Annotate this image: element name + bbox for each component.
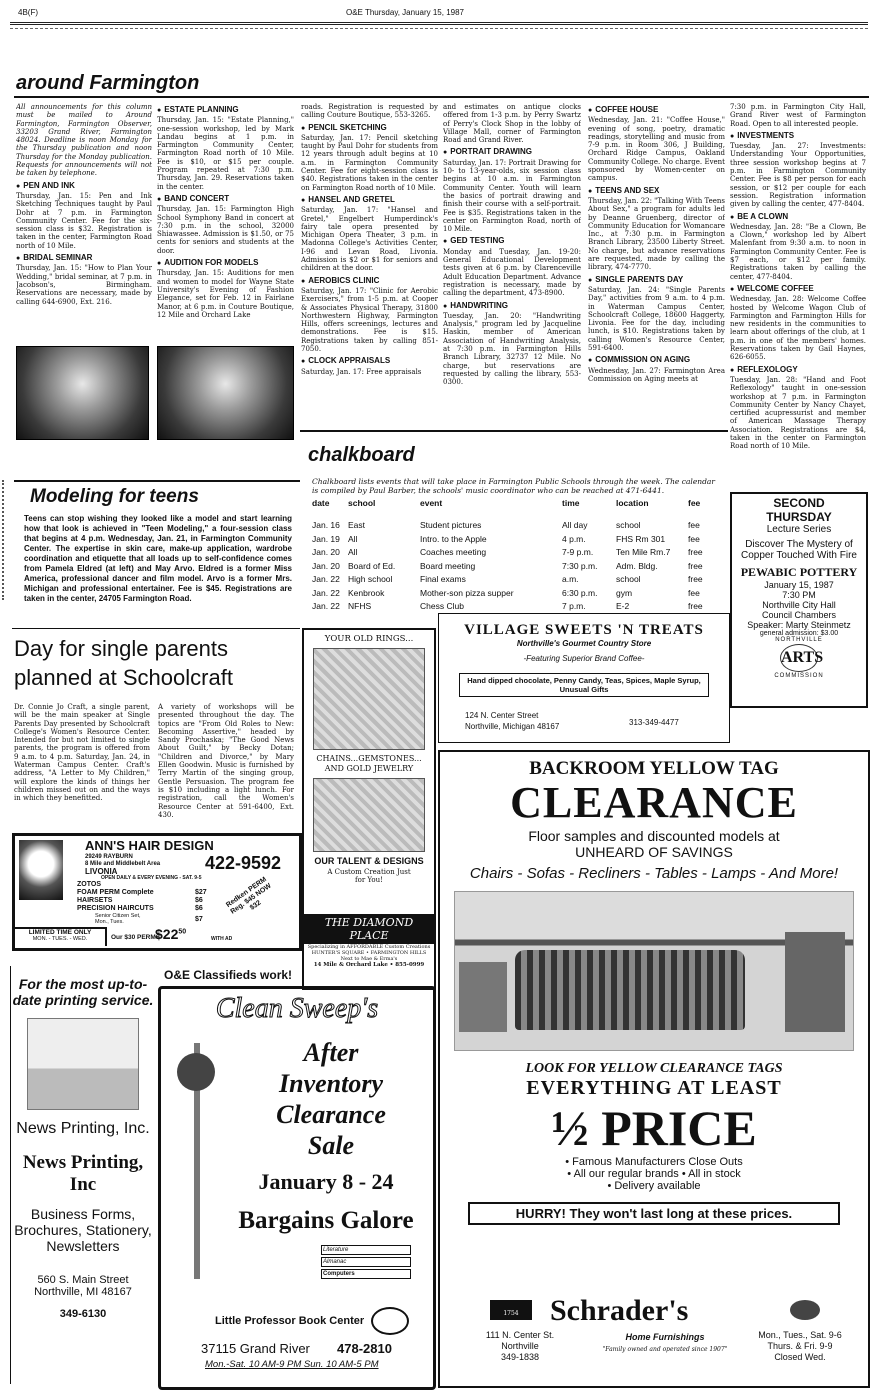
anns-city: LIVONIA (85, 867, 118, 876)
news-printing-ad (10, 966, 155, 1384)
clean-sweep-script: Clean Sweep's (215, 993, 379, 1024)
after: After (303, 1038, 359, 1067)
lecture-speaker: Speaker: Marty Steinmetz (747, 620, 851, 630)
anns-hours: OPEN DAILY & EVERY EVENING - SAT. 9-5 (101, 875, 202, 881)
foam-perm-price: $27 (195, 889, 207, 896)
table-cell: All (348, 533, 358, 544)
item-text: Saturday, Jan. 17: Free appraisals (301, 367, 422, 376)
item-heading: ● BE A CLOWN (730, 213, 866, 222)
table-row (312, 601, 722, 612)
chains-illustration (313, 778, 425, 852)
clearance: Clearance (276, 1100, 386, 1129)
modeling-body: Teens can stop wishing they looked like a model and start learning how that look is achieved in "Teen Modeling," a four-session class that begins at 4 p.m. Wednesday, Jan. 21, in Farmington Community Center. The expertise in skin care, make-up application, wardrobe coordination and etiquette that all loads up to self-confidence comes from Pamela Eldred (at left) and May Arvo. Eldred is a former Miss America, professional dancer and film model. Arvo is a former Mrs. Michigan and professional entertainer. Fee is $45. Registrations are taken in the center, 24705 Farmington Road. (24, 514, 292, 603)
photo-pamela-eldred (16, 346, 149, 440)
item-text: Tuesday, Jan. 27: Investments: Understanding Your Opportunities, three session workshop begins at 7 p.m. in Farmington Community Center. Fee is $8 per person for each session, or $12 per couple for each session. Registration information given by calling the center, 477-8404. (730, 142, 866, 209)
header-rule (10, 22, 868, 25)
perm-price-dollars: $22 (155, 926, 179, 942)
foam-perm: FOAM PERM Complete (77, 889, 154, 896)
around-col-3 (301, 103, 438, 418)
table-row (312, 534, 722, 545)
item-text: Thursday, Jan. 15: "Estate Planning," one-session workshop, led by Mark Landau begins at 1 p.m. in Farmington Community Center, Farmington Road north of 10 Mile. Fee is $10, or $15 per couple. Program repeated at 7:30 p.m. Thursday, Jan. 29. Reservations taken in the center. (157, 116, 294, 191)
table-cell: Jan. 22 (312, 601, 340, 611)
lecture-admission: general admission: $3.00 (759, 630, 839, 637)
schraders-hours (740, 1330, 860, 1363)
second-thursday-line2: THURSDAY (766, 510, 832, 524)
hair-model-drawing (19, 840, 63, 900)
news-printing-name-1: News Printing, Inc. (16, 1120, 150, 1137)
chalkboard-title: chalkboard (308, 444, 415, 466)
item-text: Saturday, Jan. 17: Pencil sketching taught by Paul Dohr for students from 12 years through adult begins at 10 a.m. in Farmington Community Center. Fee for eight-session class is $40. Registrations taken in the center on Farmington Road north of 10 Mile. (301, 133, 438, 192)
table-cell: event (420, 498, 443, 508)
our-perms: Our $30 PERMS (111, 934, 161, 941)
schraders-address (470, 1330, 570, 1363)
page-number: 4B(F) (18, 8, 38, 17)
end-table-lamp (785, 932, 845, 1032)
around-farmington-title: around Farmington (16, 72, 200, 94)
table-cell: Board of Ed. (348, 560, 396, 571)
edge-dots (2, 480, 4, 600)
single-parents-col-2: A variety of workshops will be presented throughout the day. The topics are "From Old Roles to New: Becoming Assertive," headed by Sandy Prochaska; "The Good News About Guilt," by Becky Dotan; "Children and Divorce," by Mary Ellen Goodwin. Music is furnished by Terry Martin of the singing group, Gentle Persuasion. The program fee is $10 including a light lunch. For registration, call the Women's Resource Center at 591-6400, Ext. 430. (158, 703, 294, 819)
village-sweets-name: VILLAGE SWEETS 'N TREATS (464, 622, 704, 638)
table-cell: school (616, 574, 641, 584)
item-text: Saturday, Jan. 24: "Single Parents Day," activities from 9 a.m. to 4 p.m. in Waterman Campus Center, Schoolcraft College, 18600 Haggerty, Livonia. Fee for the day, including lunch, is $10. Registrations taken by calling Women's Resource Center, 591-6400. (588, 285, 725, 353)
old-rings: YOUR OLD RINGS... (324, 634, 414, 644)
item-heading: ● HANSEL AND GRETEL (301, 196, 438, 205)
anns-area: 8 Mile and Middlebelt Area (85, 861, 161, 867)
diamond-location: HUNTER'S SQUARE • FARMINGTON HILLS (311, 950, 427, 956)
lecture-series: Lecture Series (766, 524, 832, 535)
diamond-landmark: Next to Mae & Erma's (340, 956, 398, 962)
half-price: ½ PRICE (551, 1100, 757, 1156)
bargains-galore: Bargains Galore (238, 1207, 414, 1234)
item-heading: ● PORTRAIT DRAWING (443, 148, 581, 157)
character-head (177, 1053, 215, 1091)
senior-price: $7 (195, 916, 203, 923)
mystery-tagline: Discover The Mystery of Copper Touched With Fire (741, 539, 857, 561)
item-text: Thursday, Jan. 15: Farmington High School Symphony Band in concert at 7:30 p.m. in the school, 32000 Shiawassee. Admission is $1.50, or 75 cents for seniors and students at the door. (157, 205, 294, 255)
news-printing-name-2: News Printing, Inc (22, 1152, 144, 1195)
item-text: 7:30 p.m. in Farmington City Hall, Grand River west of Farmington Road. Open to all interested people. (730, 103, 866, 128)
news-printing-tagline: For the most up-to-date printing service. (12, 976, 154, 1008)
table-cell: Jan. 19 (312, 533, 340, 544)
around-col-1 (16, 103, 152, 343)
item-heading: ● GED TESTING (443, 237, 581, 246)
table-cell: FHS Rm 301 (616, 533, 666, 544)
lecture-date: January 15, 1987 (764, 580, 834, 590)
photo-may-arvo (157, 346, 294, 440)
anns-address: 29249 RAYBURN (85, 854, 133, 860)
item-text: Wednesday, Jan. 21: "Coffee House," evening of song, poetry, dramatic readings, storytelling and music from 7-9 p.m. in Room 306, J Building, Orchard Ridge Campus, Oakland Community College. No charge. Event sponsored by Women-center on campus. (588, 116, 725, 183)
book-almanac: Almanac (321, 1257, 411, 1267)
diamond-specializing: Specializing in AFFORDABLE Custom Creations (307, 944, 431, 950)
village-sweets-feature: -Featuring Superior Brand Coffee- (523, 654, 645, 663)
table-cell: school (616, 520, 641, 530)
village-sweets-items: Hand dipped chocolate, Penny Candy, Teas, Spices, Maple Syrup, Unusual Gifts (459, 673, 709, 697)
around-rule (14, 96, 869, 98)
perm-price-cents: 50 (178, 928, 187, 936)
anns-phone: 422-9592 (205, 853, 282, 873)
clean-sweep-phone: 478-2810 (337, 1341, 392, 1356)
perm-special-price (155, 926, 186, 942)
item-text: Tuesday, Jan. 28: "Hand and Foot Reflexology" taught in one-session workshop at 7 p.m. in Farmington Community Center by Nancy Chayet, certified acupressurist and member of American Massage Therapy Association. Registrations are $4, taken in the center on Farmington Road north of 10 Mile. (730, 375, 866, 451)
table-cell: NFHS (348, 601, 372, 611)
single-parents-rule (12, 628, 300, 629)
table-cell: Final exams (420, 574, 466, 584)
sealy-badge (790, 1300, 820, 1320)
table-cell: Jan. 20 (312, 547, 340, 557)
sofa-shape (515, 950, 745, 1030)
side-table (459, 962, 507, 1032)
item-heading: ● SINGLE PARENTS DAY (588, 276, 725, 285)
inventory: Inventory (279, 1069, 383, 1098)
item-text: Saturday, Jan. 17: "Hansel and Gretel," Engelbert Humperdinck's fairy tale opera presented by Michigan Opera Theater, 3 p.m. in Madonna College's Activities Center, I-96 and Levan Road, Livonia. Admission is $2 or $1 for seniors and children at the door. (301, 206, 438, 273)
clean-sweep-hours: Mon.-Sat. 10 AM-9 PM Sun. 10 AM-5 PM (205, 1359, 379, 1370)
hours-closed: Closed Wed. (774, 1352, 826, 1362)
item-heading: ● REFLEXOLOGY (730, 366, 866, 375)
with-ad: WITH AD (211, 936, 233, 942)
schraders-name: Schrader's (550, 1294, 689, 1327)
news-printing-phone: 349-6130 (59, 1308, 107, 1320)
item-heading: ● COFFEE HOUSE (588, 106, 725, 115)
table-cell: free (688, 574, 703, 584)
table-cell: date (312, 498, 330, 508)
table-row (312, 588, 722, 599)
table-cell: 7 p.m. (562, 601, 586, 611)
haircuts: PRECISION HAIRCUTS (77, 905, 154, 912)
table-row (312, 547, 722, 558)
senior-set: Senior Citizen Set, (95, 913, 141, 919)
around-col-2 (157, 103, 294, 343)
look-for-tags: LOOK FOR YELLOW CLEARANCE TAGS (525, 1061, 783, 1076)
book-stack (321, 1245, 411, 1307)
logo-commission: COMMISSION (774, 673, 824, 679)
single-parents-col-1: Dr. Connie Jo Craft, a single parent, will be the main speaker at Single Parents Day presented by Schoolcraft College's Women's Resource Center. Intended for but not limited to single parents, the program is offered from 9 a.m. to 4 p.m. Saturday, Jan. 24, in Waterman Campus Center. Craft's address, "A Letter to My Children," will explore the kinds of things her children missed out on and the ways in which they benefitted. (14, 703, 150, 803)
table-cell: East (348, 520, 366, 530)
paper-date: O&E Thursday, January 15, 1987 (346, 8, 464, 17)
sale: Sale (307, 1131, 355, 1160)
header-dotted-rule (10, 28, 868, 29)
family-owned: "Family owned and operated since 1907" (602, 1346, 728, 1353)
table-cell: fee (688, 520, 700, 530)
item-text: Wednesday, Jan. 27: Farmington Area Commission on Aging meets at (588, 366, 725, 383)
table-cell: Chess Club (420, 601, 464, 611)
schraders-street: 111 N. Center St. (485, 1330, 555, 1340)
bullet-brands: • All our regular brands • All in stock (567, 1168, 741, 1180)
table-cell: Coaches meeting (420, 547, 487, 557)
table-cell: 4 p.m. (562, 533, 586, 544)
table-row (312, 520, 722, 531)
floor-samples: Floor samples and discounted models at (528, 828, 780, 844)
senior-days: Mon., Tues. (95, 919, 124, 925)
item-heading: ● ESTATE PLANNING (157, 106, 294, 115)
chalkboard-rule (300, 430, 728, 432)
chalkboard-intro: Chalkboard lists events that will take place in Farmington Public Schools through the week. The calendar is compiled by Paul Barber, the schools' music coordinator who can be reached at 471-6441. (312, 477, 715, 495)
village-sweets-phone: 313-349-4477 (629, 718, 679, 727)
redken-sticker (221, 873, 291, 939)
item-heading: ● AUDITION FOR MODELS (157, 259, 294, 268)
rings-illustration (313, 648, 425, 750)
table-cell: Adm. Bldg. (616, 560, 658, 571)
hours-thu-fri: Thurs. & Fri. 9-9 (767, 1341, 833, 1351)
book-literature: Literature (321, 1245, 411, 1255)
table-cell: Jan. 20 (312, 560, 340, 571)
table-cell: Student pictures (420, 520, 482, 530)
table-cell: fee (688, 498, 701, 508)
little-professor-name: Little Professor Book Center (215, 1315, 365, 1327)
table-cell: a.m. (562, 574, 579, 584)
around-col-6 (730, 103, 866, 488)
item-heading: ● CLOCK APPRAISALS (301, 357, 438, 366)
item-text: Thursday, Jan. 15: "How to Plan Your Wedding," bridal seminar, at 7 p.m. in Jacobson's, Birmingham. Reservations are necessary, made by calling 644-6900, Ext. 216. (16, 264, 152, 306)
sale-dates: January 8 - 24 (258, 1169, 394, 1194)
table-cell: location (616, 498, 649, 508)
table-cell: Board meeting (420, 560, 476, 571)
table-cell: Jan. 22 (312, 587, 340, 598)
northville-arts-logo (732, 637, 866, 687)
item-text: Wednesday, Jan. 28: Welcome Coffee hosted by Welcome Wagon Club of Farmington and Farmington Hills for new residents in the communities to learn about offerings of the club, at 1 p.m. in one of the members' homes. Reservations taken by Gail Haynes, 626-6055. (730, 295, 866, 362)
village-sweets-ad (438, 613, 730, 743)
home-furnishings: Home Furnishings (625, 1332, 705, 1342)
lecture-time: 7:30 PM (782, 590, 816, 600)
around-col-4 (443, 103, 581, 418)
item-text: Thursday, Jan. 15: Pen and Ink Sketching Techniques taught by Paul Dohr at 7 p.m. in Farmington Community Center. Fee for the six-session class is $32. Registration is taken in the center, Farmington Road north of 10 Mile. (16, 191, 152, 250)
haircuts-price: $6 (195, 905, 203, 912)
chains-gemstones: CHAINS...GEMSTONES... AND GOLD JEWELRY (316, 754, 422, 773)
table-cell: 7:30 p.m. (562, 560, 598, 571)
everything-at-least: EVERYTHING AT LEAST (526, 1077, 782, 1099)
zotos-brand: ZOTOS (77, 881, 101, 888)
table-cell: Intro. to the Apple (420, 533, 487, 544)
schraders-phone: 349-1838 (500, 1352, 540, 1362)
clearance-headline: CLEARANCE (510, 778, 798, 827)
schraders-est: 1754 (503, 1310, 519, 1317)
table-cell: fee (688, 533, 700, 544)
item-text: and estimates on antique clocks offered from 1-3 p.m. by Perry Swartz of Perry's Clock Shop in the lobby of Village Mall, corner of Farmington Road and Grand River. (443, 103, 581, 145)
modeling-rule (14, 480, 300, 482)
item-text: Tuesday, Jan. 20: "Handwriting Analysis," program led by Jacqueline Haskin, member of American Association of Handwriting Analysis, at 7:30 p.m. in Farmington Hills Branch Library, 32737 12 Mile. No charge, but reservations are requested by calling the library, 553-0300. (443, 311, 581, 387)
our-talent: OUR TALENT & DESIGNS (314, 856, 424, 866)
hours-mon-sat: Mon., Tues., Sat. 9-6 (758, 1330, 842, 1340)
hurry-banner: HURRY! They won't last long at these prices. (468, 1202, 840, 1225)
logo-arts: ARTS (780, 644, 818, 672)
table-row (312, 574, 722, 585)
table-cell: Jan. 22 (312, 574, 340, 584)
table-row (312, 561, 722, 572)
broom-character (167, 1043, 227, 1279)
item-heading: ● INVESTMENTS (730, 132, 866, 141)
table-cell: 7-9 p.m. (562, 547, 594, 557)
table-cell: Jan. 16 (312, 520, 340, 530)
classifieds-label: O&E Classifieds work! (164, 968, 293, 982)
table-cell: All day (562, 520, 588, 530)
table-cell: 6:30 p.m. (562, 587, 598, 598)
limited-box (15, 927, 107, 946)
logo-northville: NORTHVILLE (775, 637, 823, 643)
table-cell: free (688, 560, 703, 571)
diamond-place-name: THE DIAMOND PLACE (304, 914, 434, 944)
table-cell: fee (688, 587, 700, 598)
second-thursday-ad (730, 492, 868, 708)
table-cell: free (688, 601, 703, 611)
table-cell: free (688, 547, 703, 557)
redken-sticker-text: Redken PERM Reg. $45 NOW $32 (225, 876, 273, 916)
typewriter-illustration (27, 1018, 139, 1110)
item-text: roads. Registration is requested by calling Couture Boutique, 553-3265. (301, 103, 438, 120)
item-heading: ● BAND CONCERT (157, 195, 294, 204)
village-sweets-sub: Northville's Gourmet Country Store (516, 639, 652, 648)
table-cell: Kenbrook (348, 587, 385, 598)
lecture-room: Council Chambers (761, 610, 837, 620)
lecture-place: Northville City Hall (762, 600, 836, 610)
sofa-illustration (454, 891, 854, 1051)
table-cell: E-2 (616, 601, 630, 611)
after-inventory-sale (231, 1037, 431, 1161)
schraders-clearance-ad (438, 750, 870, 1388)
item-text: Thursday, Jan. 22: "Talking With Teens About Sex," a program for adults led by Deanne Gruenberg, director of Community Education for Womancare Inc., at 7:30 p.m. in Farmington Branch Library, 23500 Liberty Street. No charge, but advance reservations are requested, made by calling the library, 474-7770. (588, 196, 725, 272)
anns-hair-ad (12, 833, 302, 951)
table-cell: school (348, 498, 376, 508)
table-header-row (312, 498, 722, 509)
item-text: Monday and Tuesday, Jan. 19-20: General Educational Development tests given at 6 p.m. by Clarenceville Adult Education Department. Advance registration is necessary, made by calling the department, 473-8900. (443, 247, 581, 298)
table-cell: Mother-son pizza supper (420, 587, 514, 598)
hairsets: HAIRSETS (77, 897, 113, 904)
anns-name: ANN'S HAIR DESIGN (85, 838, 214, 853)
schraders-emblem (490, 1300, 532, 1320)
clean-sweep-address: 37115 Grand River (201, 1341, 310, 1356)
news-printing-address: 560 S. Main Street (37, 1274, 129, 1286)
item-heading: ● TEENS AND SEX (588, 187, 725, 196)
modeling-title: Modeling for teens (30, 486, 199, 507)
item-heading: ● PEN AND INK (16, 182, 152, 191)
unheard-savings: UNHEARD OF SAVINGS (575, 844, 733, 860)
custom-creation: A Custom Creation Just for You! (327, 868, 411, 884)
page-header (10, 6, 868, 20)
around-intro: All announcements for this column must be mailed to Around Farmington, Farmington Observer, 33203 Grand River, Farmington 48024. Deadline is noon Monday for the Thursday publication and noon Thursday for the Monday publication. Requests for announcements will not be taken by telephone. (16, 103, 152, 178)
item-heading: ● AEROBICS CLINIC (301, 277, 438, 286)
clean-sweep-ad (158, 986, 436, 1390)
chalkboard-table (312, 498, 722, 611)
bullet-closeouts: • Famous Manufacturers Close Outs (565, 1156, 743, 1168)
item-text: Wednesday, Jan. 28: "Be a Clown, Be a Clown," workshop led by Albert Malenfant from 9:30 a.m. to noon in Farmington Community Center. Fee is $7 each, or $12 per family. Registrations taken by calling the center, 477-8404. (730, 222, 866, 281)
hairsets-price: $6 (195, 897, 203, 904)
village-sweets-city: Northville, Michigan 48167 (465, 722, 560, 731)
furniture-list: Chairs - Sofas - Recliners - Tables - Lamps - And More! (469, 865, 839, 882)
professor-logo (371, 1307, 409, 1335)
limited-time: LIMITED TIME ONLY (28, 929, 92, 936)
schraders-city: Northville (501, 1341, 539, 1351)
pewabic-pottery: PEWABIC POTTERY (740, 565, 858, 579)
news-printing-services: Business Forms, Brochures, Stationery, Newsletters (14, 1206, 152, 1254)
table-cell: time (562, 498, 580, 508)
book-computers: Computers (321, 1269, 411, 1279)
around-col-5 (588, 103, 725, 418)
table-cell: High school (348, 574, 393, 584)
village-sweets-address: 124 N. Center Street (465, 711, 539, 720)
single-parents-title: Day for single parents planned at Schoolcraft (14, 636, 233, 690)
item-text: Saturday, Jan. 17: "Clinic for Aerobic Exercisers," from 1-5 p.m. at Cooper & Associates Physical Therapy, 31800 Northwestern Highway, Farmington Hills, offers screenings, lectures and demonstrations. Fee is $15. Registrations taken by calling 851-7050. (301, 286, 438, 354)
item-heading: ● BRIDAL SEMINAR (16, 254, 152, 263)
table-cell: All (348, 547, 358, 557)
item-text: Saturday, Jan. 17: Portrait Drawing for 10- to 13-year-olds, six session class begins at 10 a.m. in Farmington Community Center. Youth will learn the basics of portrait drawing and finish their course with a self-portrait. Fee is $35. Registrations taken in the center on Farmington Road, north of 10 Mile. (443, 158, 581, 234)
second-thursday-line1: SECOND (773, 496, 825, 510)
diamond-place-ad (302, 628, 436, 990)
bullet-delivery: • Delivery available (607, 1180, 701, 1192)
item-heading: ● COMMISSION ON AGING (588, 356, 725, 365)
item-heading: ● HANDWRITING (443, 302, 581, 311)
item-heading: ● WELCOME COFFEE (730, 285, 866, 294)
backroom-yellow-tag: BACKROOM YELLOW TAG (529, 758, 779, 779)
news-printing-city: Northville, MI 48167 (34, 1286, 132, 1298)
table-cell: Ten Mile Rm.7 (616, 547, 671, 557)
diamond-phone: 14 Mile & Orchard Lake • 855-0999 (313, 962, 425, 968)
item-heading: ● PENCIL SKETCHING (301, 124, 438, 133)
item-text: Thursday, Jan. 15: Auditions for men and women to model for Wayne State University's Evening of Fashion Elegance, set for Feb. 12 in Fairlane Manor, at 6 p.m. in Couture Boutique, 12 Mile and Orchard Lake (157, 269, 294, 319)
limited-days: MON. - TUES. - WED. (32, 936, 88, 942)
table-cell: gym (616, 587, 633, 598)
